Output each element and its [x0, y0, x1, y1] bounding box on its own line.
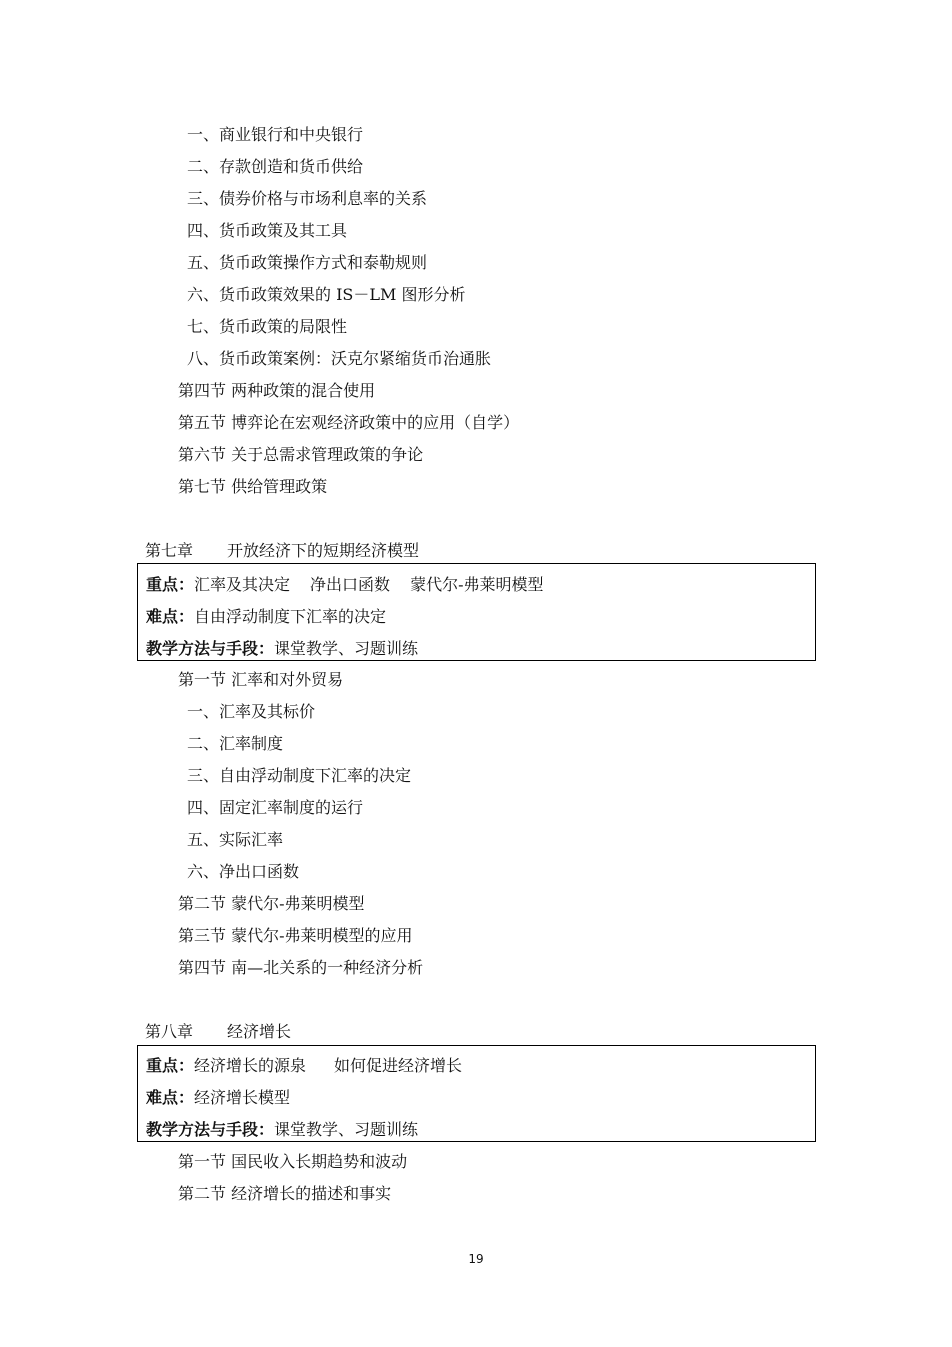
chapter-summary-box — [137, 563, 816, 661]
key-point: 经济增长的源泉 — [194, 1056, 307, 1075]
section-heading: 第六节 关于总需求管理政策的争论 — [178, 445, 424, 464]
section-heading: 第三节 蒙代尔-弗莱明模型的应用 — [178, 926, 413, 945]
section-heading: 第七节 供给管理政策 — [178, 477, 328, 496]
chapter-number: 第七章 — [145, 541, 194, 560]
list-item: 五、实际汇率 — [187, 830, 284, 849]
list-item: 八、货币政策案例：沃克尔紧缩货币治通胀 — [187, 349, 492, 368]
chapter-name: 开放经济下的短期经济模型 — [227, 541, 420, 560]
key-points-label: 重点： — [146, 575, 195, 594]
key-points-row — [146, 575, 543, 595]
key-point: 汇率及其决定 — [194, 575, 291, 594]
key-point: 净出口函数 — [310, 575, 391, 594]
teaching-method-text: 课堂教学、习题训练 — [274, 1120, 419, 1139]
list-item: 四、固定汇率制度的运行 — [187, 798, 364, 817]
section-heading: 第二节 蒙代尔-弗莱明模型 — [178, 894, 365, 913]
difficulties-label: 难点： — [146, 607, 195, 626]
difficulties-row — [146, 1088, 290, 1108]
list-item: 一、商业银行和中央银行 — [187, 125, 364, 144]
section-heading: 第四节 南—北关系的一种经济分析 — [178, 958, 424, 977]
chapter-name: 经济增长 — [227, 1022, 292, 1041]
key-point: 如何促进经济增长 — [334, 1056, 463, 1075]
chapter-title — [145, 1022, 291, 1042]
teaching-method-row — [146, 639, 418, 659]
chapter-summary-box — [137, 1045, 816, 1142]
key-points-row — [146, 1056, 462, 1076]
list-item: 七、货币政策的局限性 — [187, 317, 348, 336]
teaching-method-label: 教学方法与手段： — [146, 1120, 275, 1139]
chapter-title — [145, 541, 419, 561]
difficulties-row — [146, 607, 386, 627]
section-heading: 第一节 国民收入长期趋势和波动 — [178, 1152, 408, 1171]
difficulty-text: 自由浮动制度下汇率的决定 — [194, 607, 387, 626]
teaching-method-row — [146, 1120, 418, 1140]
teaching-method-label: 教学方法与手段： — [146, 639, 275, 658]
page-number: 19 — [468, 1252, 484, 1266]
list-item: 六、货币政策效果的 IS－LM 图形分析 — [187, 285, 466, 304]
list-item: 三、债券价格与市场利息率的关系 — [187, 189, 428, 208]
key-points-label: 重点： — [146, 1056, 195, 1075]
list-item: 五、货币政策操作方式和泰勒规则 — [187, 253, 428, 272]
list-item: 六、净出口函数 — [187, 862, 300, 881]
key-point: 蒙代尔-弗莱明模型 — [410, 575, 544, 594]
list-item: 三、自由浮动制度下汇率的决定 — [187, 766, 412, 785]
list-item: 二、汇率制度 — [187, 734, 284, 753]
difficulties-label: 难点： — [146, 1088, 195, 1107]
list-item: 一、汇率及其标价 — [187, 702, 316, 721]
section-heading: 第二节 经济增长的描述和事实 — [178, 1184, 392, 1203]
section-heading: 第五节 博弈论在宏观经济政策中的应用（自学） — [178, 413, 520, 432]
section-heading: 第一节 汇率和对外贸易 — [178, 670, 344, 689]
list-item: 二、存款创造和货币供给 — [187, 157, 364, 176]
list-item: 四、货币政策及其工具 — [187, 221, 348, 240]
difficulty-text: 经济增长模型 — [194, 1088, 291, 1107]
chapter-number: 第八章 — [145, 1022, 194, 1041]
teaching-method-text: 课堂教学、习题训练 — [274, 639, 419, 658]
section-heading: 第四节 两种政策的混合使用 — [178, 381, 376, 400]
